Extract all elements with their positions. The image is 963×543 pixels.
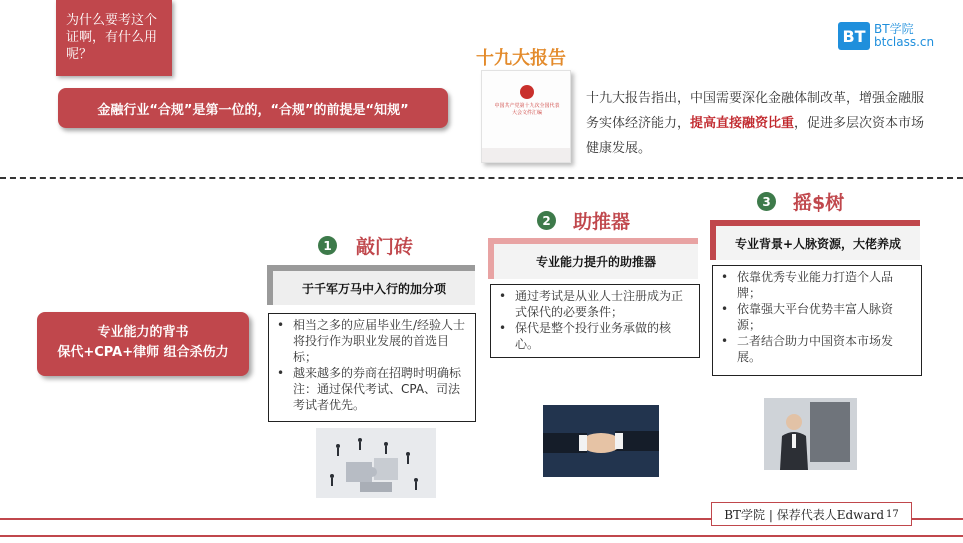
report-book-image [481, 70, 571, 163]
section-2-number: 2 [537, 211, 556, 230]
question-box [56, 0, 172, 76]
list-item: • 通过考试是从业人士注册成为正式保代的必要条件； [499, 288, 693, 320]
section-3-number: 3 [757, 192, 776, 211]
footer-text: BT学院 | 保荐代表人Edward [724, 507, 885, 522]
section-2-bullets [490, 284, 700, 358]
logo-domain: btclass.cn [874, 35, 935, 49]
skills-line1: 专业能力的背书 [97, 325, 189, 340]
dashed-divider [0, 177, 963, 179]
bt-logo-icon: BT [838, 22, 870, 50]
section-2-band-text: 专业能力提升的助推器 [535, 255, 656, 269]
report-paragraph [586, 86, 926, 161]
skills-box [37, 312, 249, 376]
compliance-text: 金融行业“合规”是第一位的，“合规”的前提是“知规” [97, 102, 409, 118]
report-text-highlight: 提高直接融资比重 [690, 116, 795, 131]
list-item: • 依靠优秀专业能力打造个人品牌； [721, 269, 915, 301]
logo-text [874, 23, 934, 49]
skills-line2: 保代+CPA+律师 组合杀伤力 [57, 345, 229, 360]
businessman-image [764, 398, 857, 470]
logo-name: BT学院 [874, 22, 914, 36]
section-1-bullets [268, 313, 476, 422]
list-item: • 依靠强大平台优势丰富人脉资源； [721, 301, 915, 333]
businessman-icon [764, 398, 857, 470]
handshake-icon [543, 405, 659, 477]
section-3-band [710, 220, 920, 260]
book-bottom [482, 148, 570, 162]
question-text: 为什么要考这个证啊，有什么用呢？ [66, 13, 158, 62]
section-3-title: 摇$树 [793, 192, 845, 214]
report-title: 十九大报告 [476, 48, 566, 69]
section-1-band-text: 于千军万马中入行的加分项 [301, 281, 446, 296]
list-item: • 越来越多的券商在招聘时明确标注：通过保代考试、CPA、司法考试者优先。 [277, 365, 469, 413]
list-item: • 保代是整个投行业务承做的核心。 [499, 320, 693, 352]
footer-label [711, 502, 912, 526]
section-3-bullets [712, 265, 922, 376]
section-2-title: 助推器 [573, 211, 631, 233]
list-item: • 二者结合助力中国资本市场发展。 [721, 333, 915, 365]
book-title: 中国共产党第十九次全国代表大会文件汇编 [494, 103, 560, 116]
report-text-before: 十九大报告指出，中国需要深化金融体制改革，增强金融服务实体经济能力， [586, 91, 925, 131]
report-text-after: ，促进多层次资本市场健康发展。 [586, 116, 925, 156]
section-2-band [488, 238, 698, 279]
section-1-number: 1 [318, 236, 337, 255]
compliance-banner [58, 88, 448, 128]
puzzle-icon [316, 428, 436, 498]
bt-logo [838, 22, 934, 50]
puzzle-people-image [316, 428, 436, 498]
party-emblem-icon [520, 85, 534, 99]
page-number: 17 [886, 508, 899, 520]
handshake-image [543, 405, 659, 477]
footer-line-bottom [0, 535, 963, 537]
section-1-title: 敲门砖 [356, 236, 414, 258]
section-1-band [267, 265, 475, 305]
list-item: • 相当之多的应届毕业生/经验人士将投行作为职业发展的首选目标； [277, 317, 469, 365]
section-3-band-text: 专业背景+人脉资源，大佬养成 [734, 236, 902, 251]
